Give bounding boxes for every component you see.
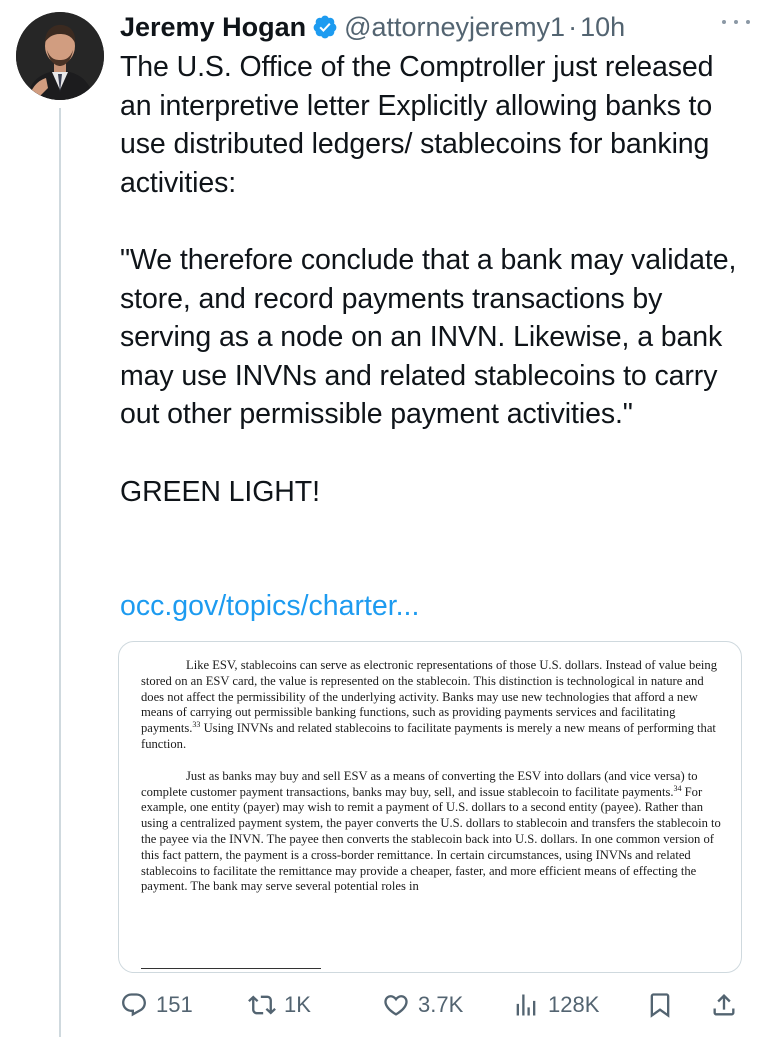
share-button[interactable] xyxy=(710,985,746,1025)
tweet-header xyxy=(120,8,748,46)
share-icon xyxy=(710,991,738,1019)
like-count: 3.7K xyxy=(418,992,464,1017)
thread-line xyxy=(59,108,61,1037)
views-count: 128K xyxy=(548,992,600,1017)
attached-image[interactable] xyxy=(118,641,742,973)
footnote-ref: 34 xyxy=(673,783,682,793)
document-paragraph: Like ESV, stablecoins can serve as electronic representations of those U.S. dollars. Instead of value being stored on an ESV card, the value is represented on the stablecoin. This distinction is technological in nature and does not affect the permissibility of the underlying activity. Banks may use new technologies that afford a new means of carrying out permissible banking functions, such as providing payments services and facilitating payments.$^{33}$ Using INVNs and related stablecoins to facilitate payments is merely a new means of performing that function. xyxy=(141,658,717,751)
repost-icon xyxy=(248,991,276,1019)
action-bar xyxy=(120,985,745,1025)
bookmark-button[interactable] xyxy=(646,985,682,1025)
footnote-ref: 33 xyxy=(192,720,201,729)
footnote-divider xyxy=(141,968,321,969)
verified-badge-icon xyxy=(312,14,338,40)
reply-count: 151 xyxy=(156,992,193,1017)
document-excerpt xyxy=(141,658,726,895)
more-options-icon[interactable] xyxy=(722,12,750,32)
repost-button[interactable] xyxy=(248,985,311,1025)
like-button[interactable] xyxy=(382,985,463,1025)
reply-icon xyxy=(120,991,148,1019)
document-paragraph: Just as banks may buy and sell ESV as a means of converting the ESV into dollars (and vice versa) to complete customer payment transactions, banks may buy, sell, and issue stablecoin to facilitate payments.$^{34}$ For example, one entity (payer) may wish to remit a payment of U.S. dollars to a second entity (payee). Rather than using a centralized payment system, the payer converts the U.S. dollars to stablecoin and transfers the stablecoin to the payee via the INVN. The payee then converts the stablecoin back into U.S. dollars. In one common version of this fact pattern, the payment is a cross-border remittance. In certain circumstances, using INVNs and related stablecoins to facilitate the remittance may provide a cheaper, faster, and more efficient means of effecting the payment. The bank may serve several potential roles in xyxy=(141,768,721,894)
heart-icon xyxy=(382,991,410,1019)
avatar[interactable] xyxy=(16,12,104,100)
tweet-paragraph: The U.S. Office of the Comptroller just released an interpretive letter Explicitly allowing banks to use distributed ledgers/ stablecoins for banking activities: xyxy=(120,51,714,199)
author-name[interactable]: Jeremy Hogan xyxy=(120,11,307,42)
views-icon xyxy=(512,991,540,1019)
author-handle[interactable]: @attorneyjeremy1 xyxy=(344,11,566,42)
reply-button[interactable] xyxy=(120,985,193,1025)
views-button[interactable] xyxy=(512,985,599,1025)
post-time[interactable]: 10h xyxy=(580,11,626,42)
separator-dot: · xyxy=(568,11,578,42)
bookmark-icon xyxy=(646,991,674,1019)
avatar-photo xyxy=(16,12,104,100)
tweet-text xyxy=(120,48,745,511)
tweet-paragraph: "We therefore conclude that a bank may validate, store, and record payments transactions by serving as a node on an INVN. Likewise, a bank may use INVNs and related stablecoins to carry out other permissible payment activities." xyxy=(120,244,737,430)
tweet-paragraph: GREEN LIGHT! xyxy=(120,475,320,508)
tweet-link[interactable]: occ.gov/topics/charter... xyxy=(120,590,420,622)
repost-count: 1K xyxy=(284,992,311,1017)
